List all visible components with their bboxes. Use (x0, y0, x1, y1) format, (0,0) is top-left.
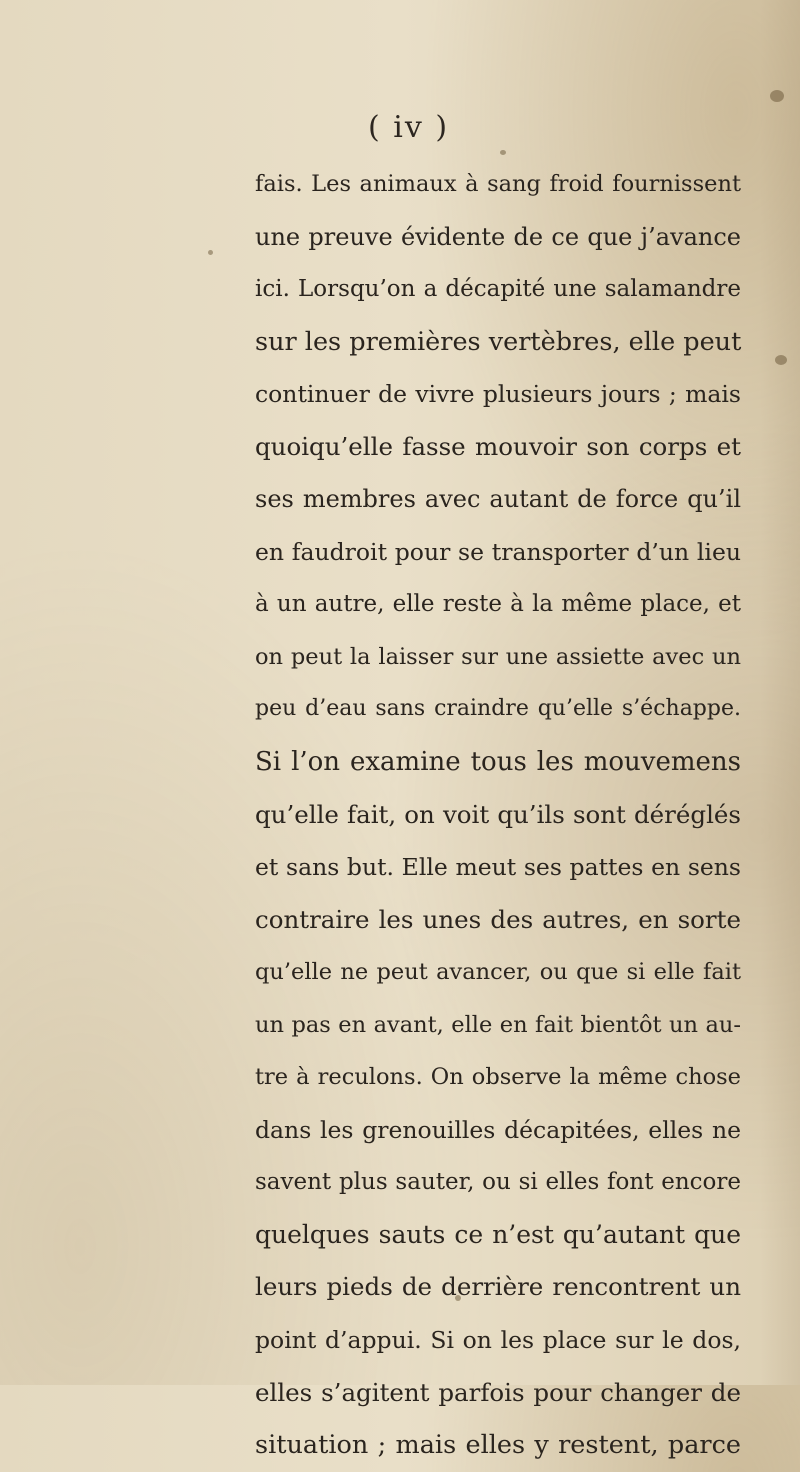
text-line: contraire les unes des autres, en sorte (255, 904, 741, 934)
text-line: Si l’on examine tous les mouvemens (255, 747, 741, 778)
text-line: ici. Lorsqu’on a décapité une salamandre (255, 276, 741, 303)
text-line: qu’elle fait, on voit qu’ils sont déréglés (255, 799, 741, 829)
text-line: peu d’eau sans craindre qu’elle s’échappe. (255, 696, 741, 722)
text-line: tre à reculons. On observe la même chose (255, 1064, 741, 1091)
text-line: dans les grenouilles décapitées, elles ne (255, 1115, 741, 1144)
text-line: et sans but. Elle meut ses pattes en sens (255, 853, 741, 882)
text-line: quoiqu’elle fasse mouvoir son corps et (255, 431, 741, 461)
text-line: quelques sauts ce n’est qu’autant que (255, 1219, 741, 1249)
text-line: ses membres avec autant de force qu’il (255, 485, 741, 514)
text-line: fais. Les animaux à sang froid fournissent (255, 171, 741, 197)
text-line: sur les premières vertèbres, elle peut (255, 326, 742, 357)
text-line: une preuve évidente de ce que j’avance (255, 222, 741, 251)
text-line: leurs pieds de derrière rencontrent un (255, 1272, 741, 1302)
text-line: en faudroit pour se transporter d’un lieu (255, 537, 741, 566)
body-text (255, 158, 741, 1472)
paper-speck (500, 150, 506, 155)
page-number: ( iv ) (368, 110, 450, 145)
paper-speck (775, 355, 787, 365)
text-line: continuer de vivre plusieurs jours ; mais (255, 380, 741, 409)
paper-speck (208, 250, 213, 255)
page-edge-shadow (760, 0, 800, 1385)
text-line: un pas en avant, elle en fait bientôt un au- (255, 1011, 741, 1038)
text-line: à un autre, elle reste à la même place, et (255, 591, 741, 618)
text-line: on peut la laisser sur une assiette avec un (255, 643, 741, 670)
paper-speck (770, 90, 784, 102)
text-line: qu’elle ne peut avancer, ou que si elle fait (255, 959, 741, 986)
text-line: elles s’agitent parfois pour changer de (255, 1377, 741, 1407)
text-line: savent plus sauter, ou si elles font encore (255, 1169, 741, 1196)
text-line: situation ; mais elles y restent, parce (255, 1430, 741, 1461)
text-line: point d’appui. Si on les place sur le dos, (255, 1326, 741, 1355)
